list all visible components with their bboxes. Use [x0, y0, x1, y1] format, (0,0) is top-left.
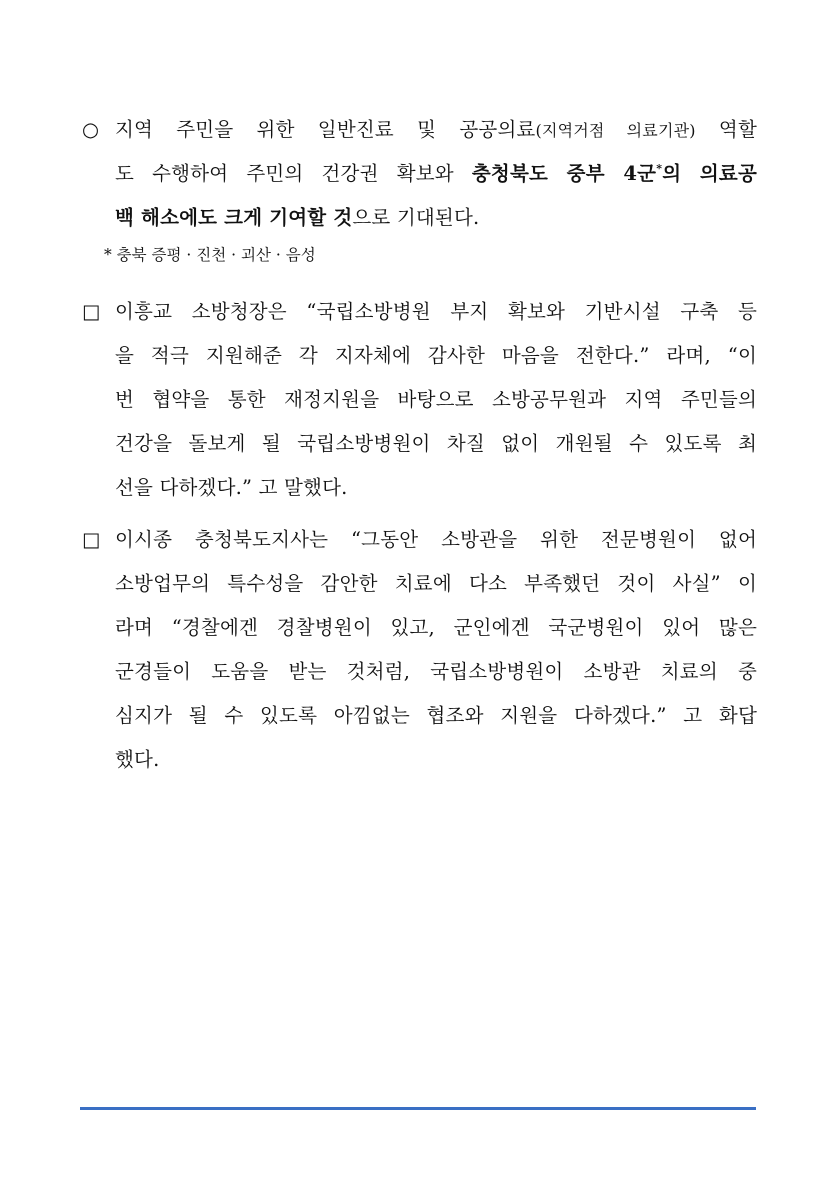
text-span: 이흥교 소방청장은 “국립소방병원 부지 확보와 기반시설 구축 등: [115, 300, 757, 323]
bold-text-span: 백 해소에도 크게 기여할 것: [115, 206, 353, 229]
text-line: [82, 518, 757, 562]
box-bullet-icon: □: [82, 300, 101, 323]
text-line: 심지가 될 수 있도록 아낌없는 협조와 지원을 다하겠다.” 고 화답: [115, 704, 757, 727]
paragraph-circle-bullet: [82, 108, 757, 240]
text-line: 군경들이 도움을 받는 것처럼, 국립소방병원이 소방관 치료의 중: [115, 660, 757, 683]
bold-text-span: 의 의료공: [662, 162, 757, 185]
text-line: 을 적극 지원해준 각 지자체에 감사한 마음을 전한다.” 라며, “이: [115, 344, 757, 367]
text-line: [82, 290, 757, 334]
text-line: 건강을 돌보게 될 국립소방병원이 차질 없이 개원될 수 있도록 최: [115, 432, 757, 455]
paragraph-box-bullet: [82, 518, 757, 782]
text-span: 도 수행하여 주민의 건강권 확보와: [115, 162, 472, 185]
text-span: 으로 기대된다.: [352, 206, 480, 229]
text-span: 역할: [695, 118, 757, 141]
bold-text-span: 충청북도 중부 4군: [471, 162, 657, 185]
footnote: * 충북 증평 · 진천 · 괴산 · 음성: [104, 246, 316, 264]
box-bullet-icon: □: [82, 528, 101, 551]
text-span: 지역 주민을 위한 일반진료 및 공공의료: [115, 118, 536, 141]
text-line: [82, 108, 757, 152]
text-line: 선을 다하겠다.” 고 말했다.: [115, 476, 348, 499]
circle-bullet-icon: ○: [82, 118, 100, 141]
text-line: 라며 “경찰에겐 경찰병원이 있고, 군인에겐 국군병원이 있어 많은: [115, 616, 757, 639]
text-span: 이시종 충청북도지사는 “그동안 소방관을 위한 전문병원이 없어: [115, 528, 757, 551]
text-line: 번 협약을 통한 재정지원을 바탕으로 소방공무원과 지역 주민들의: [115, 388, 757, 411]
text-span-small: (지역거점 의료기관): [535, 121, 696, 140]
text-line: 했다.: [115, 748, 160, 771]
paragraph-box-bullet: [82, 290, 757, 510]
footnote-marker: *: [656, 162, 663, 175]
text-line: 소방업무의 특수성을 감안한 치료에 다소 부족했던 것이 사실” 이: [115, 572, 757, 595]
text-line: [82, 196, 757, 240]
text-line: [82, 152, 757, 196]
footer-rule: [80, 1107, 756, 1110]
